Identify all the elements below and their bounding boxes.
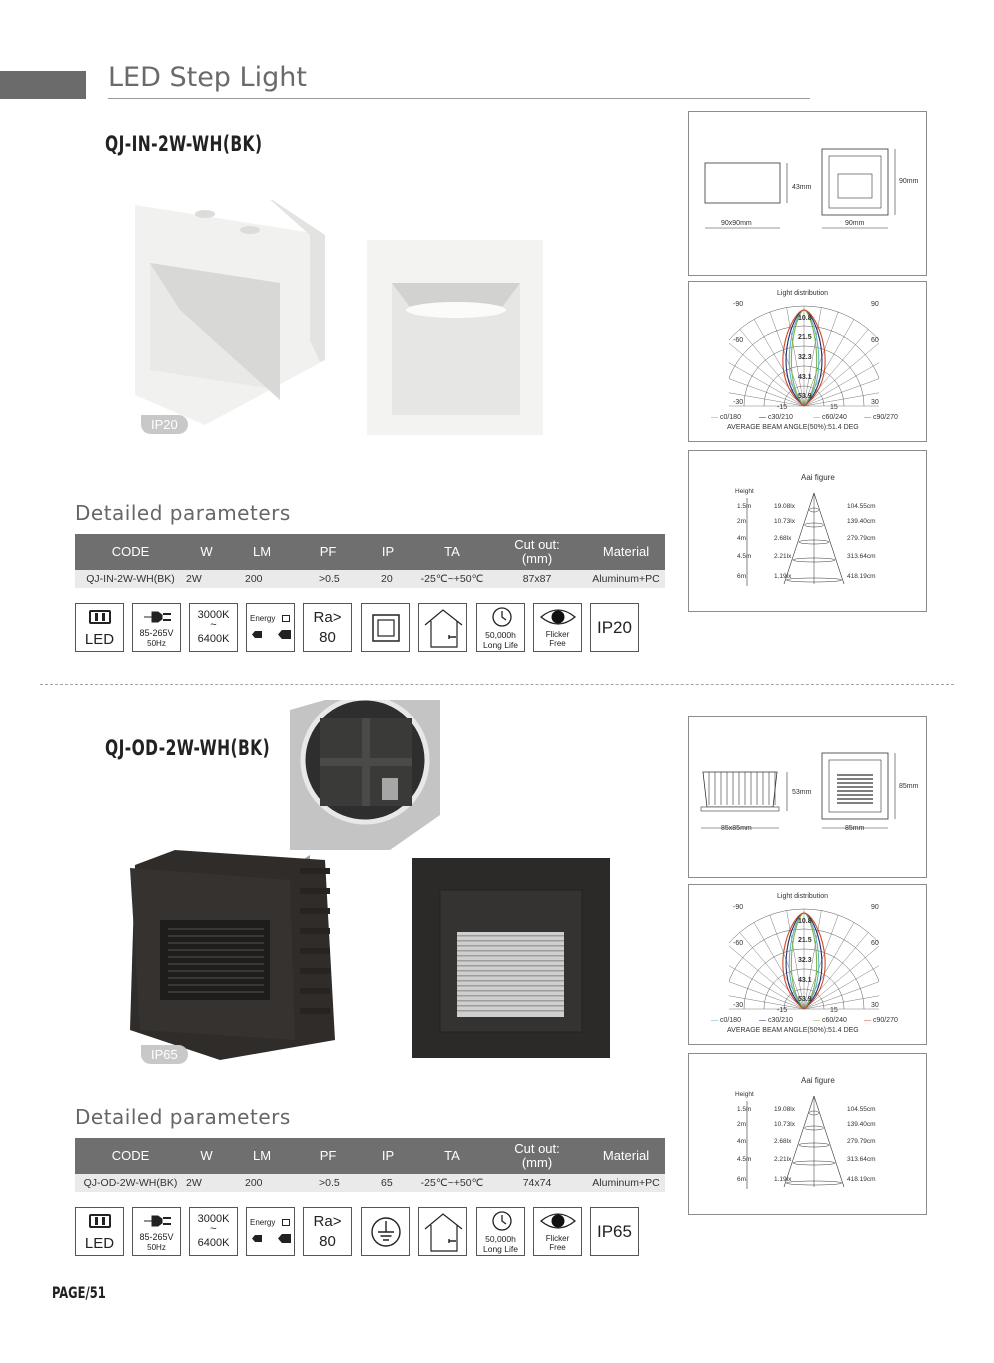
th-ta: TA — [417, 1138, 487, 1174]
power-plug-icon: 85-265V 50Hz — [132, 1207, 181, 1256]
legend-c30: — c30/210 — [759, 1017, 793, 1024]
ld-title: Light distribution — [777, 290, 828, 297]
page-title: LED Step Light — [108, 62, 307, 93]
aai-title: Aai figure — [801, 1076, 835, 1085]
dim-front-height: 85mm — [899, 783, 919, 790]
legend-c90: — c90/270 — [864, 1017, 898, 1024]
header-divider — [108, 98, 810, 99]
th-cutout: Cut out: (mm) — [487, 534, 587, 570]
page-number: PAGE/51 — [52, 1283, 106, 1302]
product-photos — [120, 700, 620, 1070]
led-icon: LED — [75, 603, 124, 652]
ld-title: Light distribution — [777, 893, 828, 900]
td-material: Aluminum+PC — [587, 1174, 665, 1192]
params-table — [75, 1138, 665, 1192]
aai-diameter: 104.55cm — [847, 1106, 876, 1113]
section-divider — [40, 684, 954, 685]
aai-lux: 2.21lx — [774, 553, 792, 560]
legend-c0: — c0/180 — [711, 1017, 741, 1024]
aai-lux: 2.68lx — [774, 535, 792, 542]
aai-diameter: 104.55cm — [847, 503, 876, 510]
dimension-panel — [688, 716, 927, 878]
eye-icon: Flicker Free — [533, 1207, 582, 1256]
house-icon — [418, 603, 467, 652]
td-ip: 65 — [359, 1174, 417, 1192]
aai-diameter: 279.79cm — [847, 1138, 876, 1145]
aai-diameter: 313.64cm — [847, 1156, 876, 1163]
aai-diameter: 418.19cm — [847, 573, 876, 580]
aai-diameter: 139.40cm — [847, 1121, 876, 1128]
aai-height: 4m — [737, 535, 747, 542]
td-w: 2W — [186, 1174, 227, 1192]
aai-height: 2m — [737, 518, 747, 525]
aai-height: 6m — [737, 1176, 747, 1183]
aai-lux: 19.08lx — [774, 1106, 795, 1113]
table-row — [75, 1174, 665, 1192]
aai-height: 4m — [737, 1138, 747, 1145]
td-ta: -25℃~+50℃ — [417, 570, 487, 588]
th-pf: PF — [297, 1138, 359, 1174]
td-pf: >0.5 — [297, 1174, 359, 1192]
th-pf: PF — [297, 534, 359, 570]
params-table — [75, 534, 665, 588]
params-title: Detailed parameters — [75, 501, 291, 525]
clock-icon: 50,000h Long Life — [476, 1207, 525, 1256]
mount-icon — [361, 603, 410, 652]
dim-side-width: 90x90mm — [721, 220, 752, 227]
cct-icon: 3000K ~ 6400K — [189, 603, 238, 652]
td-ta: -25℃~+50℃ — [417, 1174, 487, 1192]
table-row — [75, 570, 665, 588]
th-material: Material — [587, 534, 665, 570]
th-material: Material — [587, 1138, 665, 1174]
th-ta: TA — [417, 534, 487, 570]
th-ip: IP — [359, 534, 417, 570]
td-cutout: 87x87 — [487, 570, 587, 588]
td-code: QJ-OD-2W-WH(BK) — [75, 1174, 186, 1192]
ra-icon: Ra> 80 — [303, 603, 352, 652]
th-w: W — [186, 1138, 227, 1174]
ip-badge: IP65 — [141, 1045, 188, 1064]
clock-icon: 50,000h Long Life — [476, 603, 525, 652]
th-code: CODE — [75, 534, 186, 570]
td-ip: 20 — [359, 570, 417, 588]
ip-rating-icon: IP65 — [590, 1207, 639, 1256]
energy-icon: Energy — [246, 1207, 295, 1256]
td-lm: 200 — [227, 570, 297, 588]
energy-icon: Energy — [246, 603, 295, 652]
product-image — [120, 700, 620, 1070]
aai-lux: 1.19lx — [774, 573, 792, 580]
th-w: W — [186, 534, 227, 570]
aai-height-label: Height — [735, 1091, 754, 1098]
beam-angle: AVERAGE BEAM ANGLE(50%):51.4 DEG — [727, 1027, 859, 1034]
aai-lux: 19.08lx — [774, 503, 795, 510]
aai-height: 1.5m — [737, 503, 752, 510]
aai-lux: 1.19lx — [774, 1176, 792, 1183]
dim-side-height: 43mm — [792, 184, 812, 191]
house-icon — [418, 1207, 467, 1256]
td-pf: >0.5 — [297, 570, 359, 588]
th-cutout: Cut out: (mm) — [487, 1138, 587, 1174]
dim-front-height: 90mm — [899, 178, 919, 185]
model-title: QJ-OD-2W-WH(BK) — [105, 736, 271, 760]
legend-c0: — c0/180 — [711, 414, 741, 421]
ip-rating-icon: IP20 — [590, 603, 639, 652]
legend-c90: — c90/270 — [864, 414, 898, 421]
aai-cone — [689, 1054, 926, 1214]
product-image — [120, 200, 620, 450]
aai-height: 4.5m — [737, 553, 752, 560]
td-code: QJ-IN-2W-WH(BK) — [75, 570, 186, 588]
aai-lux: 10.73lx — [774, 518, 795, 525]
th-lm: LM — [227, 534, 297, 570]
dim-front-width: 85mm — [845, 825, 865, 832]
dim-front-width: 90mm — [845, 220, 865, 227]
aai-diameter: 279.79cm — [847, 535, 876, 542]
aai-cone — [689, 451, 926, 611]
ra-icon: Ra> 80 — [303, 1207, 352, 1256]
header-bar — [0, 71, 86, 99]
td-cutout: 74x74 — [487, 1174, 587, 1192]
aai-height: 6m — [737, 573, 747, 580]
aai-diameter: 139.40cm — [847, 518, 876, 525]
td-material: Aluminum+PC — [587, 570, 665, 588]
product-photos — [120, 200, 620, 450]
cct-icon: 3000K ~ 6400K — [189, 1207, 238, 1256]
aai-lux: 2.68lx — [774, 1138, 792, 1145]
legend-c60: — c60/240 — [813, 1017, 847, 1024]
aai-height: 4.5m — [737, 1156, 752, 1163]
td-w: 2W — [186, 570, 227, 588]
legend-c30: — c30/210 — [759, 414, 793, 421]
led-icon: LED — [75, 1207, 124, 1256]
aai-diameter: 313.64cm — [847, 553, 876, 560]
th-lm: LM — [227, 1138, 297, 1174]
td-lm: 200 — [227, 1174, 297, 1192]
dim-side-width: 85x85mm — [721, 825, 752, 832]
aai-panel — [688, 1053, 927, 1215]
th-code: CODE — [75, 1138, 186, 1174]
power-plug-icon: 85-265V 50Hz — [132, 603, 181, 652]
mount-icon — [361, 1207, 410, 1256]
aai-lux: 2.21lx — [774, 1156, 792, 1163]
aai-height: 2m — [737, 1121, 747, 1128]
light-distribution-panel: Light distribution -90 90 -60 60 -30 30 -15 15 10.8 21.5 32.3 43.1 53.9 — c0/180 — c30/210 — c60/240 — c90/270 AVERAGE BEAM ANGLE(50%):51.4 DEG — [688, 884, 927, 1045]
ip-badge: IP20 — [141, 415, 188, 434]
legend-c60: — c60/240 — [813, 414, 847, 421]
dimension-panel — [688, 111, 927, 276]
dimension-drawing — [689, 717, 926, 880]
th-ip: IP — [359, 1138, 417, 1174]
light-distribution-panel: Light distribution -90 90 -60 60 -30 30 -15 15 10.8 21.5 32.3 43.1 53.9 — c0/180 — c30/210 — c60/240 — c90/270 AVERAGE BEAM ANGLE(50%):51.4 DEG — [688, 281, 927, 442]
aai-diameter: 418.19cm — [847, 1176, 876, 1183]
beam-angle: AVERAGE BEAM ANGLE(50%):51.4 DEG — [727, 424, 859, 431]
dimension-drawing — [689, 112, 926, 275]
aai-height-label: Height — [735, 488, 754, 495]
aai-height: 1.5m — [737, 1106, 752, 1113]
aai-lux: 10.73lx — [774, 1121, 795, 1128]
model-title: QJ-IN-2W-WH(BK) — [105, 132, 263, 156]
params-title: Detailed parameters — [75, 1105, 291, 1129]
aai-panel — [688, 450, 927, 612]
aai-title: Aai figure — [801, 473, 835, 482]
eye-icon: Flicker Free — [533, 603, 582, 652]
dim-side-height: 53mm — [792, 789, 812, 796]
